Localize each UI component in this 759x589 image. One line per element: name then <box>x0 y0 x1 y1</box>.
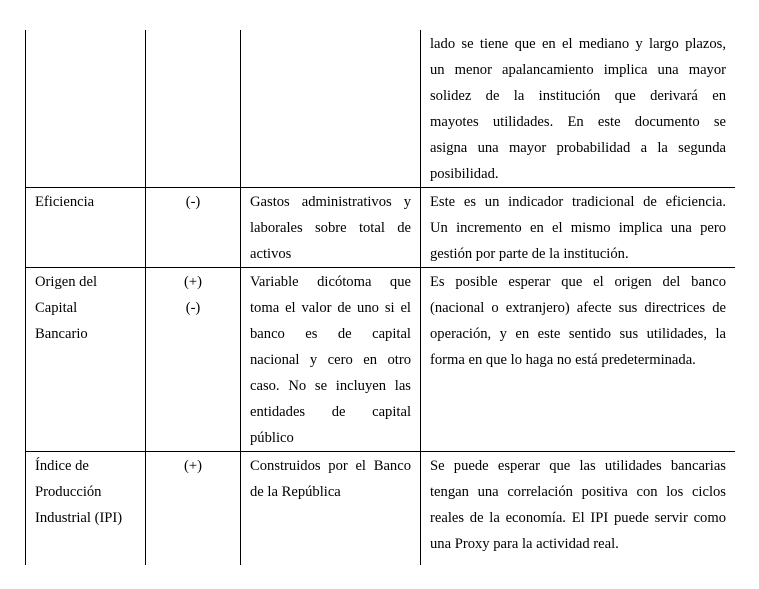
cell-text-line: (+) <box>184 274 202 290</box>
cell-text-line: Este es un indicador tradicional de eficiencia. <box>430 194 726 210</box>
description-cell <box>421 268 736 452</box>
cell-text-line: Un incremento en el mismo implica una pero <box>430 220 726 236</box>
cell-text-line: Gastos administrativos y <box>250 194 411 210</box>
description-cell <box>421 30 736 188</box>
cell-text-line: un menor apalancamiento implica una mayor <box>430 62 726 78</box>
cell-text-line: posibilidad. <box>430 166 499 182</box>
cell-text-line: Eficiencia <box>35 194 95 210</box>
cell-text-line: Capital <box>35 300 78 316</box>
definition-cell <box>241 30 421 188</box>
cell-text-line: Industrial (IPI) <box>35 510 123 526</box>
cell-text-line: entidades de capital <box>250 404 411 420</box>
cell-text-line: operación, y en este sentido sus utilidades, la <box>430 326 726 342</box>
table-row <box>26 268 736 452</box>
cell-text-line: forma en que lo haga no está predeterminada. <box>430 352 696 368</box>
cell-text-line: laborales sobre total de <box>250 220 411 236</box>
cell-text-line: (nacional o extranjero) afecte sus directrices de <box>430 300 726 316</box>
table-row <box>26 30 736 188</box>
cell-text-line: tengan una correlación positiva con los ciclos <box>430 484 726 500</box>
definition-cell <box>241 188 421 268</box>
cell-text-line: Variable dicótoma que <box>250 274 411 290</box>
cell-text-line: gestión por parte de la institución. <box>430 246 629 262</box>
variable-cell <box>26 268 146 452</box>
variable-cell <box>26 30 146 188</box>
variable-cell <box>26 452 146 566</box>
cell-text-line: Se puede esperar que las utilidades bancarias <box>430 458 726 474</box>
cell-text-line: una Proxy para la actividad real. <box>430 536 619 552</box>
cell-text-line: público <box>250 430 294 446</box>
sign-cell <box>146 188 241 268</box>
cell-text-line: nacional y cero en otro <box>250 352 411 368</box>
definition-cell <box>241 452 421 566</box>
description-cell <box>421 452 736 566</box>
cell-text-line: (-) <box>185 194 201 210</box>
document-page <box>25 30 735 565</box>
cell-text-line: Bancario <box>35 326 88 342</box>
description-cell <box>421 188 736 268</box>
cell-text-line: de la República <box>250 484 341 500</box>
cell-text-line: caso. No se incluyen las <box>250 378 411 394</box>
cell-text-line: Índice de <box>35 458 89 474</box>
cell-text-line: (-) <box>185 300 201 316</box>
table-body <box>26 30 736 565</box>
sign-cell <box>146 30 241 188</box>
definition-cell <box>241 268 421 452</box>
cell-text-line: toma el valor de uno si el <box>250 300 411 316</box>
sign-cell <box>146 452 241 566</box>
cell-text-line: Producción <box>35 484 102 500</box>
cell-text-line: (+) <box>184 458 202 474</box>
cell-text-line: Es posible esperar que el origen del banco <box>430 274 726 290</box>
table-row <box>26 188 736 268</box>
cell-text-line: mayotes utilidades. En este documento se <box>430 114 726 130</box>
cell-text-line: asigna una mayor probabilidad a la segunda <box>430 140 726 156</box>
table-row <box>26 452 736 566</box>
cell-text-line: Construidos por el Banco <box>250 458 411 474</box>
cell-text-line: banco es de capital <box>250 326 411 342</box>
cell-text-line: solidez de la institución que derivará en <box>430 88 726 104</box>
variable-cell <box>26 188 146 268</box>
cell-text-line: lado se tiene que en el mediano y largo plazos, <box>430 36 726 52</box>
variables-table <box>25 30 735 565</box>
cell-text-line: reales de la economía. El IPI puede servir como <box>430 510 726 526</box>
cell-text-line: Origen del <box>35 274 98 290</box>
cell-text-line: activos <box>250 246 292 262</box>
sign-cell <box>146 268 241 452</box>
